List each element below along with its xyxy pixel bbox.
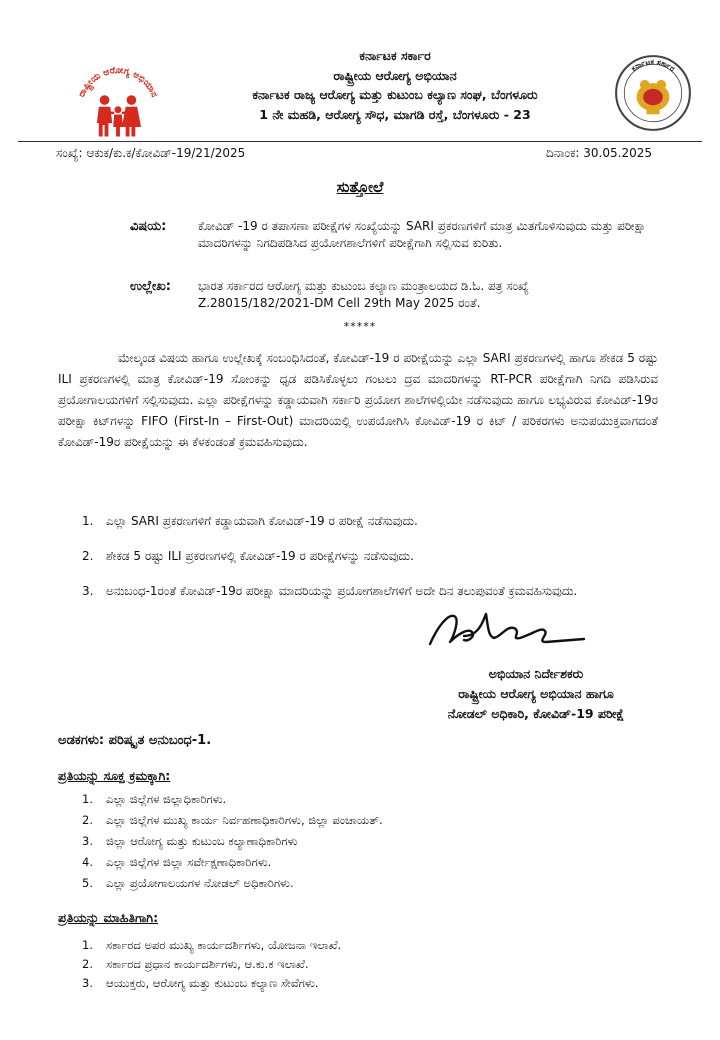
letterhead [0,44,720,144]
office-address: 1 ನೇ ಮಹಡಿ, ಆರೋಗ್ಯ ಸೌಧ, ಮಾಗಡಿ ರಸ್ತೆ, ಬೆಂಗಳೂರು - 23 [259,106,531,122]
subject-text: ಕೋವಿಡ್ -19 ರ ತಪಾಸಣಾ ಪರೀಕ್ಷೆಗಳ ಸಂಖ್ಯೆಯನ್ನು SARI ಪ್ರಕರಣಗಳಿಗೆ ಮಾತ್ರ ಮಿತಗೊಳಿಸುವುದು ಮತ್ತು ಪರೀಕ್ಷಾ ಮಾದರಿಗಳನ್ನು ನಿಗದಿಪಡಿಸಿದ ಪ್ರಯೋಗಶಾಲೆಗಳಿಗೆ ಪರೀಕ್ಷೆಗಾಗಿ ಸಲ್ಲಿಸುವ ಕುರಿತು. [198,219,647,250]
list-item: 3. ಅನುಬಂಧ-1ರಂತೆ ಕೋವಿಡ್-19ರ ಪರೀಕ್ಷಾ ಮಾದರಿಯನ್ನು ಪ್ರಯೋಗಶಾಲೆಗಳಿಗೆ ಅದೇ ದಿನ ತಲುಪುವಂತೆ ಕ್ರಮವಹಿಸುವುದು. [82,584,578,598]
nhm-logo [70,54,166,150]
reference-text: ಭಾರತ ಸರ್ಕಾರದ ಆರೋಗ್ಯ ಮತ್ತು ಕುಟುಂಬ ಕಲ್ಯಾಣ ಮಂತ್ರಾಲಯದ ಡಿ.ಓ. ಪತ್ರ ಸಂಖ್ಯೆ Z.28015/182/2021-DM Cell 29th May 2025 ರಂತೆ. [198,279,529,310]
list-item: 1. ಸರ್ಕಾರದ ಅಪರ ಮುಖ್ಯ ಕಾರ್ಯದರ್ಶಿಗಳು, ಯೋಜನಾ ಇಲಾಖೆ. [82,938,342,952]
subject-block [100,218,660,318]
mission-name: ರಾಷ್ಟ್ರೀಯ ಆರೋಗ್ಯ ಅಭಿಯಾನ [333,67,457,83]
svg-text:ರಾಷ್ಟ್ರೀಯ ಆರೋಗ್ಯ ಅಭಿಯಾನ [77,65,159,99]
reference-label: ಉಲ್ಲೇಖ: [130,279,171,294]
copy-info-heading: ಪ್ರತಿಯನ್ನು ಮಾಹಿತಿಗಾಗಿ: [58,910,159,925]
society-name: ಕರ್ನಾಟಕ ರಾಜ್ಯ ಆರೋಗ್ಯ ಮತ್ತು ಕುಟುಂಬ ಕಲ್ಯಾಣ ಸಂಘ, ಬೆಂಗಳೂರು [252,87,538,102]
signatory-title: ಅಭಿಯಾನ ನಿರ್ದೇಶಕರು [488,666,584,681]
body-paragraph: ಮೇಲ್ಕಂಡ ವಿಷಯ ಹಾಗೂ ಉಲ್ಲೇಖಕ್ಕೆ ಸಂಬಂಧಿಸಿದಂತೆ, ಕೋವಿಡ್-19 ರ ಪರೀಕ್ಷೆಯನ್ನು ಎಲ್ಲಾ SARI ಪ್ರಕರಣಗಳಲ್ಲಿ ಹಾಗೂ ಶೇಕಡ 5 ರಷ್ಟು ILI ಪ್ರಕರಣಗಳಲ್ಲಿ ಮಾತ್ರ ಕೋವಿಡ್-19 ಸೋಂಕನ್ನು ಧೃಡ ಪಡಿಸಿಕೊಳ್ಳಲು ಗಂಟಲು ದ್ರವ ಮಾದರಿಗಳನ್ನು RT-PCR ಪರೀಕ್ಷೆಗಾಗಿ ನಿಗದಿ ಪಡಿಸಿರುವ ಪ್ರಯೋಗಾಲಯಗಳಿಗೆ ಸಲ್ಲಿಸುವುದು. ಎಲ್ಲಾ ಪರೀಕ್ಷೆಗಳನ್ನು ಕಡ್ಡಾಯವಾಗಿ ಸರ್ಕಾರಿ ಪ್ರಯೋಗ ಶಾಲೆಗಳಲ್ಲಿಯೇ ನಡೆಸುವುದು ಹಾಗೂ ಲಭ್ಯವಿರುವ ಕೋವಿಡ್-19ರ ಪರೀಕ್ಷಾ ಕಿಟ್‌ಗಳನ್ನು FIFO (First-In – First-Out) ಮಾದರಿಯಲ್ಲಿ ಉಪಯೋಗಿಸಿ ಕೋವಿಡ್-19 ರ ಕಿಟ್ / ಪರಿಕರಗಳು ಅನುಪಯುಕ್ತವಾಗದಂತೆ ಕೋವಿಡ್-19ರ ಪರೀಕ್ಷೆಯನ್ನು ಈ ಕೆಳಕಂಡಂತೆ ಕ್ರಮವಹಿಸುವುದು. [58,351,658,449]
govt-name: ಕರ್ನಾಟಕ ಸರ್ಕಾರ [359,48,431,63]
instructions-list [82,512,662,617]
copy-info-list [82,938,341,995]
list-item: 3. ಜಿಲ್ಲಾ ಆರೋಗ್ಯ ಮತ್ತು ಕುಟುಂಬ ಕಲ್ಯಾಣಾಧಿಕಾರಿಗಳು [82,834,298,848]
document-title: ಸುತ್ತೋಲೆ [336,178,384,196]
list-item: 1. ಎಲ್ಲಾ SARI ಪ್ರಕರಣಗಳಿಗೆ ಕಡ್ಡಾಯವಾಗಿ ಕೋವಿಡ್-19 ರ ಪರೀಕ್ಷೆ ನಡೆಸುವುದು. [82,514,418,528]
copy-action-heading: ಪ್ರತಿಯನ್ನು ಸೂಕ್ತ ಕ್ರಮಕ್ಕಾಗಿ: [58,768,171,783]
signatory-block [366,664,706,724]
subject-label: ವಿಷಯ: [130,219,167,234]
nhm-logo-arc-text: ರಾಷ್ಟ್ರೀಯ ಆರೋಗ್ಯ ಅಭಿಯಾನ [77,65,159,99]
signatory-org: ರಾಷ್ಟ್ರೀಯ ಆರೋಗ್ಯ ಅಭಿಯಾನ ಹಾಗೂ [458,686,614,701]
list-item: 2. ಶೇಕಡ 5 ರಷ್ಟು ILI ಪ್ರಕರಣಗಳಲ್ಲಿ ಕೋವಿಡ್-19 ರ ಪರೀಕ್ಷೆಗಳನ್ನು ನಡೆಸುವುದು. [82,549,414,563]
list-item: 5. ಎಲ್ಲಾ ಪ್ರಯೋಗಾಲಯಗಳ ನೋಡಲ್ ಅಧಿಕಾರಿಗಳು. [82,876,294,890]
emblem-arc-text: ಕರ್ನಾಟಕ ಸರ್ಕಾರ [629,57,677,74]
family-figures-icon [97,95,141,136]
header-divider [18,141,702,142]
enclosure-line: ಅಡಕಗಳು: ಪರಿಷ್ಕೃತ ಅನುಬಂಧ-1. [58,733,212,748]
list-item: 1. ಎಲ್ಲಾ ಜಿಲ್ಲೆಗಳ ಜಿಲ್ಲಾಧಿಕಾರಿಗಳು. [82,792,227,806]
separator-stars: ***** [343,320,377,333]
gandaberunda-icon [637,80,670,114]
list-item: 3. ಆಯುಕ್ತರು, ಆರೋಗ್ಯ ಮತ್ತು ಕುಟುಂಬ ಕಲ್ಯಾಣ ಸೇವೆಗಳು. [82,976,319,990]
signature [424,606,594,654]
copy-action-list [82,792,383,897]
list-item: 2. ಸರ್ಕಾರದ ಪ್ರಧಾನ ಕಾರ್ಯದರ್ಶಿಗಳು, ಆ.ಕು.ಕ ಇಲಾಖೆ. [82,957,309,971]
letter-number: ಸಂಖ್ಯೆ: ಆಕುಕ/ಕು.ಕ/ಕೋವಿಡ್-19/21/2025 [56,146,246,160]
letterhead-text [160,46,630,124]
list-item: 4. ಎಲ್ಲಾ ಜಿಲ್ಲೆಗಳ ಜಿಲ್ಲಾ ಸರ್ವೇಕ್ಷಣಾಧಿಕಾರಿಗಳು. [82,855,272,869]
karnataka-emblem [612,52,694,134]
signatory-role: ನೋಡಲ್ ಅಧಿಕಾರಿ, ಕೋವಿಡ್-19 ಪರೀಕ್ಷೆ [447,706,625,721]
list-item: 2. ಎಲ್ಲಾ ಜಿಲ್ಲೆಗಳ ಮುಖ್ಯ ಕಾರ್ಯ ನಿರ್ವಹಣಾಧಿಕಾರಿಗಳು, ಜಿಲ್ಲಾ ಪಂಚಾಯತ್. [82,813,383,827]
letter-date: ದಿನಾಂಕ: 30.05.2025 [546,146,652,160]
